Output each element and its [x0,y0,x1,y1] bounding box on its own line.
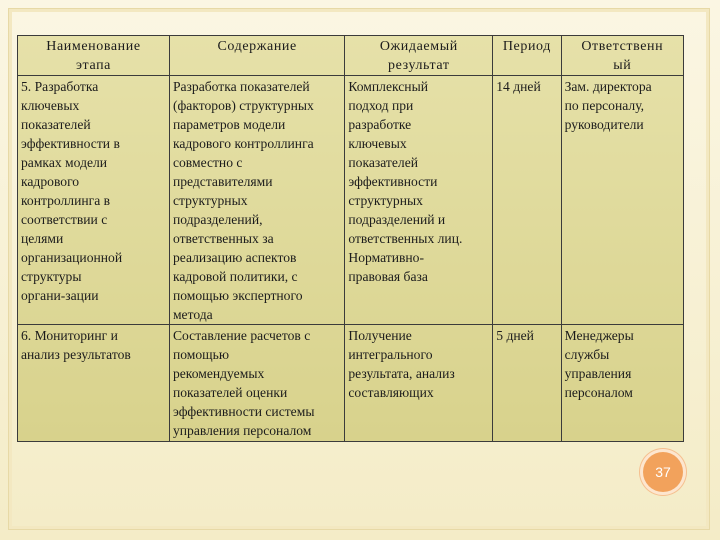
cell-expected-result: Комплексный подход при разработке ключевых показателей эффективности структурных подразделений и ответственных лиц. Нормативно- правовая база [345,76,493,325]
page-number-badge: 37 [643,452,683,492]
table-header-row [18,36,684,76]
cell-responsible: Менеджеры службы управления персоналом [561,325,683,442]
table-row [18,325,684,442]
cell-stage-name: 5. Разработка ключевых показателей эффективности в рамках модели кадрового контроллинга в соответствии с целями организационной структуры органи-зации [18,76,170,325]
header-expected-result: Ожидаемый результат [345,36,493,76]
cell-responsible: Зам. директора по персоналу, руководители [561,76,683,325]
cell-expected-result: Получение интегрального результата, анализ составляющих [345,325,493,442]
stages-table [17,35,684,442]
header-content: Содержание [169,36,344,76]
header-period: Период [493,36,561,76]
cell-content: Разработка показателей (факторов) структурных параметров модели кадрового контроллинга совместно с представителями структурных подразделений, ответственных за реализацию аспектов кадровой политики, с помощью экспертного метода [169,76,344,325]
table-row [18,76,684,325]
header-stage-name: Наименование этапа [18,36,170,76]
cell-content: Составление расчетов с помощью рекомендуемых показателей оценки эффективности системы управления персоналом [169,325,344,442]
cell-period: 14 дней [493,76,561,325]
cell-stage-name: 6. Мониторинг и анализ результатов [18,325,170,442]
header-responsible: Ответственн ый [561,36,683,76]
cell-period: 5 дней [493,325,561,442]
